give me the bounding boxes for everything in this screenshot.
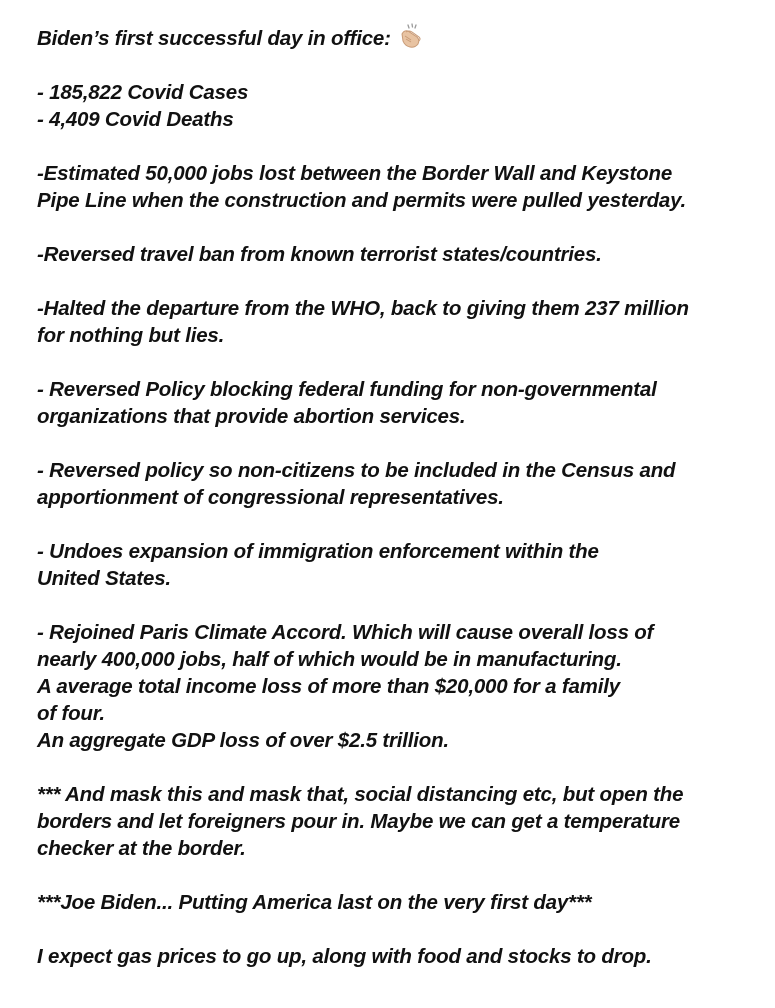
post-title: Biden’s first successful day in office: [37,27,391,50]
paragraph-abortion-funding-line: organizations that provide abortion services. [37,405,466,428]
paragraph-masks-borders-line: borders and let foreigners pour in. Maybe we can get a temperature [37,810,680,833]
paragraph-paris-accord-line: - Rejoined Paris Climate Accord. Which will cause overall loss of [37,621,654,644]
paragraph-america-last-line: ***Joe Biden... Putting America last on the very first day*** [37,891,592,914]
clap-hands [402,30,420,46]
paragraph-jobs-lost-line: -Estimated 50,000 jobs lost between the Border Wall and Keystone [37,162,673,185]
paragraph-immigration-enforcement-line: United States. [37,567,171,590]
clap-spark-lines [408,24,416,28]
paragraph-immigration-enforcement-line: - Undoes expansion of immigration enforcement within the [37,540,599,563]
paragraph-paris-accord-line: An aggregate GDP loss of over $2.5 trillion. [37,729,449,752]
paragraph-census-line: apportionment of congressional representatives. [37,486,504,509]
post-text [37,25,762,970]
paragraph-masks-borders-line: checker at the border. [37,837,246,860]
paragraph-who-departure-line: -Halted the departure from the WHO, back to giving them 237 million [37,297,689,320]
paragraph-who-departure-line: for nothing but lies. [37,324,225,347]
post-title-line [37,25,762,52]
paragraph-travel-ban-line: -Reversed travel ban from known terrorist states/countries. [37,243,602,266]
paragraph-paris-accord-line: of four. [37,702,105,725]
paragraph-census-line: - Reversed policy so non-citizens to be included in the Census and [37,459,676,482]
paragraph-paris-accord-line: A average total income loss of more than $20,000 for a family [37,675,620,698]
paragraph-abortion-funding-line: - Reversed Policy blocking federal funding for non-governmental [37,378,657,401]
stat-covid-deaths: - 4,409 Covid Deaths [37,108,234,131]
paragraph-masks-borders-line: *** And mask this and mask that, social distancing etc, but open the [37,783,684,806]
clapping-hands-icon [397,22,425,50]
paragraph-jobs-lost-line: Pipe Line when the construction and permits were pulled yesterday. [37,189,687,212]
stat-covid-cases: - 185,822 Covid Cases [37,81,249,104]
paragraph-gas-prices-line: I expect gas prices to go up, along with food and stocks to drop. [37,945,652,968]
paragraph-paris-accord-line: nearly 400,000 jobs, half of which would be in manufacturing. [37,648,622,671]
